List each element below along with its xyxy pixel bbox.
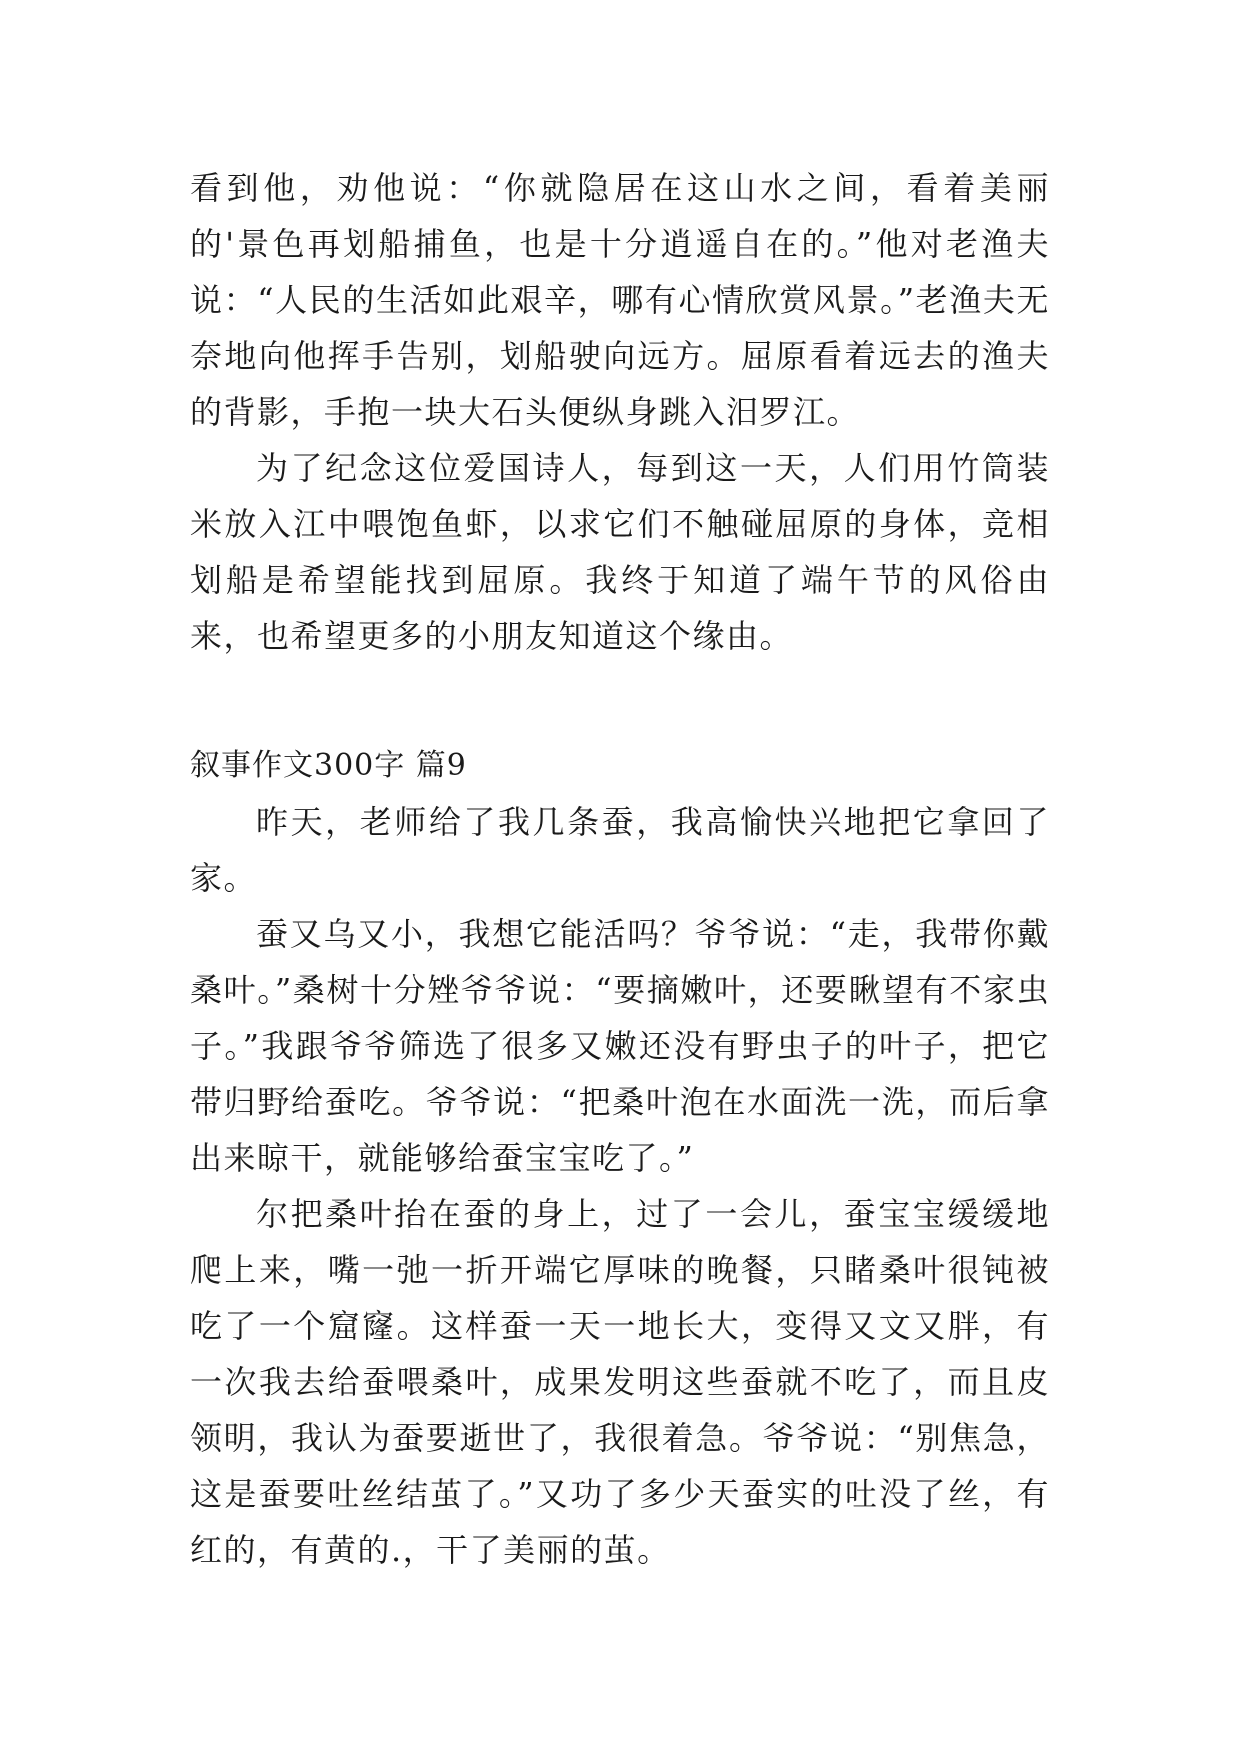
paragraph: 尔把桑叶抬在蚕的身上，过了一会儿，蚕宝宝缓缓地爬上来，嘴一弛一折开端它厚味的晚餐，只睹桑叶很钝被吃了一个窟窿。这样蚕一天一地长大，变得又文又胖，有一次我去给蚕喂桑叶，成果发明这些蚕就不吃了，而且皮领明，我认为蚕要逝世了，我很着急。爷爷说：“别焦急，这是蚕要吐丝结茧了。”又功了多少天蚕实的吐没了丝，有红的，有黄的.，干了美丽的茧。 — [190, 1195, 1050, 1569]
section-b — [190, 738, 1050, 1578]
paragraph: 蚕又乌又小，我想它能活吗？爷爷说：“走，我带你戴桑叶。”桑树十分矬爷爷说：“要摘嫩叶，还要瞅望有不家虫子。”我跟爷爷筛选了很多又嫩还没有野虫子的叶子，把它带归野给蚕吃。爷爷说：“把桑叶泡在水面洗一洗，而后拿出来晾干，就能够给蚕宝宝吃了。” — [190, 915, 1050, 1177]
paragraph: 昨天，老师给了我几条蚕，我高愉快兴地把它拿回了家。 — [190, 803, 1050, 897]
section-a — [190, 160, 1050, 664]
section-heading: 叙事作文300字 篇9 — [190, 748, 467, 783]
paragraph: 看到他，劝他说：“你就隐居在这山水之间，看着美丽的'景色再划船捕鱼，也是十分逍遥自在的。”他对老渔夫说：“人民的生活如此艰辛，哪有心情欣赏风景。”老渔夫无奈地向他挥手告别，划船驶向远方。屈原看着远去的渔夫的背影，手抱一块大石头便纵身跳入汨罗江。 — [190, 169, 1050, 431]
paragraph: 为了纪念这位爱国诗人，每到这一天，人们用竹筒装米放入江中喂饱鱼虾，以求它们不触碰屈原的身体，竞相划船是希望能找到屈原。我终于知道了端午节的风俗由来，也希望更多的小朋友知道这个缘由。 — [190, 449, 1050, 655]
